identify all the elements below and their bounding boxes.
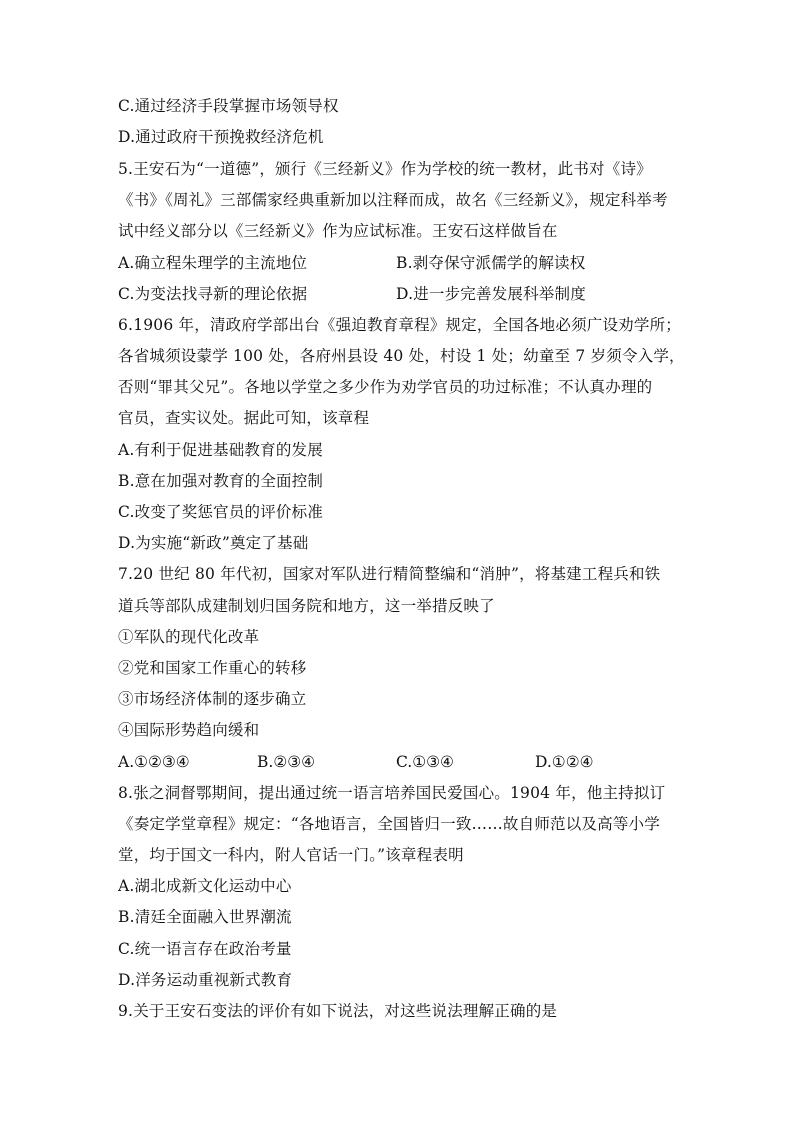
q7-option-b: B.②③④ bbox=[257, 753, 316, 771]
q8-stem-line-2: 《奏定学堂章程》规定：“各地语言，全国皆归一致……故自师范以及高等小学 bbox=[118, 815, 660, 833]
q7-item-2: ②党和国家工作重心的转移 bbox=[118, 659, 307, 677]
q6-stem-line-3: 否则“罪其父兄”。各地以学堂之多少作为劝学官员的功过标准；不认真办理的 bbox=[118, 378, 653, 396]
q8-option-a: A.湖北成新文化运动中心 bbox=[118, 877, 292, 895]
q6-option-c: C.改变了奖惩官员的评价标准 bbox=[118, 503, 324, 521]
q4-option-c: C.通过经济手段掌握市场领导权 bbox=[118, 97, 339, 115]
q7-item-3: ③市场经济体制的逐步确立 bbox=[118, 690, 307, 708]
q5-option-c: C.为变法找寻新的理论依据 bbox=[118, 285, 308, 303]
q8-option-b: B.清廷全面融入世界潮流 bbox=[118, 908, 292, 926]
q6-stem-line-4: 官员，查实议处。据此可知，该章程 bbox=[118, 409, 370, 427]
q7-option-d: D.①②④ bbox=[535, 753, 594, 771]
q5-stem-line-3: 试中经义部分以《三经新义》作为应试标准。王安石这样做旨在 bbox=[118, 222, 558, 240]
q7-option-c: C.①③④ bbox=[396, 753, 454, 771]
q5-option-d: D.进一步完善发展科举制度 bbox=[396, 285, 586, 303]
q6-stem-line-2: 各省城须设蒙学 100 处，各府州县设 40 处，村设 1 处；幼童至 7 岁须令入学， bbox=[118, 347, 685, 365]
q8-option-c: C.统一语言存在政治考量 bbox=[118, 940, 292, 958]
q6-option-d: D.为实施“新政”奠定了基础 bbox=[118, 534, 309, 552]
q8-stem-line-3: 堂，均于国文一科内，附人官话一门。”该章程表明 bbox=[118, 846, 464, 864]
q6-option-b: B.意在加强对教育的全面控制 bbox=[118, 472, 324, 490]
q5-option-a: A.确立程朱理学的主流地位 bbox=[118, 254, 308, 272]
q7-stem-line-2: 道兵等部队成建制划归国务院和地方，这一举措反映了 bbox=[118, 597, 495, 615]
q5-stem-line-2: 《书》《周礼》三部儒家经典重新加以注释而成，故名《三经新义》，规定科举考 bbox=[118, 191, 668, 209]
q6-stem-line-1: 6.1906 年，清政府学部出台《强迫教育章程》规定，全国各地必须广设劝学所； bbox=[118, 316, 681, 334]
q5-stem-line-1: 5.王安石为“一道德”，颁行《三经新义》作为学校的统一教材，此书对《诗》 bbox=[118, 160, 652, 178]
q8-option-d: D.洋务运动重视新式教育 bbox=[118, 971, 293, 989]
q5-option-b: B.剥夺保守派儒学的解读权 bbox=[396, 254, 586, 272]
q4-option-d: D.通过政府干预挽救经济危机 bbox=[118, 128, 324, 146]
q7-option-a: A.①②③④ bbox=[118, 753, 190, 771]
q7-item-1: ①军队的现代化改革 bbox=[118, 628, 260, 646]
q9-stem-line-1: 9.关于王安石变法的评价有如下说法，对这些说法理解正确的是 bbox=[118, 1002, 558, 1020]
q8-stem-line-1: 8.张之洞督鄂期间，提出通过统一语言培养国民爱国心。1904 年，他主持拟订 bbox=[118, 784, 666, 802]
q7-item-4: ④国际形势趋向缓和 bbox=[118, 721, 260, 739]
q7-stem-line-1: 7.20 世纪 80 年代初，国家对军队进行精简整编和“消肿”，将基建工程兵和铁 bbox=[118, 565, 661, 583]
q6-option-a: A.有利于促进基础教育的发展 bbox=[118, 441, 323, 459]
